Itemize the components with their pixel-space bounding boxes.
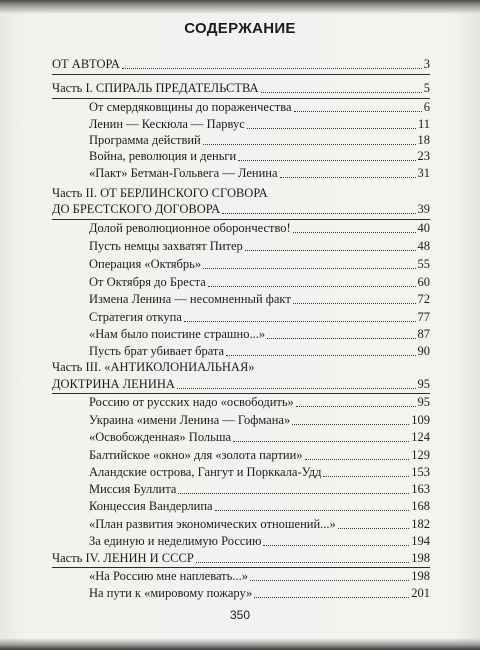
- dot-leader: [247, 128, 416, 129]
- toc-entry-chapter: [89, 499, 430, 514]
- toc-entry-chapter-label: Пусть немцы захватят Питер: [89, 239, 243, 253]
- toc-entry-chapter-page: 60: [417, 275, 430, 289]
- dot-leader: [267, 338, 415, 339]
- toc-entry-chapter-page: 168: [411, 499, 430, 513]
- toc-entry-part-page: 5: [423, 81, 430, 95]
- dot-leader: [293, 303, 416, 304]
- dot-leader: [177, 388, 416, 389]
- toc-entry-chapter-page: 23: [417, 149, 430, 163]
- toc-entry-chapter-label: От смердяковщины до пораженчества: [89, 100, 292, 114]
- toc-entry-chapter-label: Стратегия откупа: [89, 310, 182, 324]
- toc-entry-chapter: [89, 534, 430, 549]
- toc-entry-chapter: [89, 149, 430, 164]
- toc-entry-chapter-page: 198: [411, 569, 430, 583]
- dot-leader: [254, 597, 409, 598]
- toc-entry-chapter: [89, 586, 430, 601]
- page-title: СОДЕРЖАНИЕ: [184, 20, 296, 37]
- toc-entry-part-label: Часть IV. ЛЕНИН И СССР: [52, 551, 194, 565]
- dot-leader: [296, 406, 416, 407]
- toc-entry-chapter-label: «На Россию мне наплевать...»: [89, 569, 248, 583]
- dot-leader: [215, 510, 410, 511]
- dot-leader: [280, 177, 416, 178]
- toc-entry-chapter: [89, 344, 430, 359]
- toc-entry-author-label: ОТ АВТОРА: [52, 57, 120, 71]
- dot-leader: [323, 476, 409, 477]
- toc-entry-chapter: [89, 327, 430, 342]
- toc-entry-chapter-label: От Октября до Бреста: [89, 275, 206, 289]
- toc-entry-chapter-page: 109: [411, 413, 430, 427]
- toc-entry-chapter: [89, 430, 430, 445]
- toc-entry-chapter-page: 48: [417, 239, 430, 253]
- dot-leader: [184, 321, 416, 322]
- toc-entry-chapter: [89, 257, 430, 272]
- toc-entry-author-page: 3: [423, 57, 430, 71]
- dot-leader: [196, 562, 409, 563]
- toc-entry-chapter-page: 11: [417, 117, 430, 131]
- toc-entry-chapter: [89, 221, 430, 236]
- toc-entry-chapter-label: Концессия Вандерлипа: [89, 499, 213, 513]
- part-underline: [52, 393, 430, 394]
- toc-entry-chapter-page: 201: [411, 586, 430, 600]
- dot-leader: [122, 68, 422, 69]
- toc-entry-chapter-page: 124: [411, 430, 430, 444]
- toc-entry-chapter: [89, 395, 430, 410]
- toc-entry-chapter-page: 90: [417, 344, 430, 358]
- toc-entry-chapter-page: 163: [411, 482, 430, 496]
- toc-entry-part-page: 198: [411, 551, 430, 565]
- toc-entry-part-label: Часть I. СПИРАЛЬ ПРЕДАТЕЛЬСТВА: [52, 81, 259, 95]
- toc-entry-chapter: [89, 100, 430, 115]
- dot-leader: [305, 459, 410, 460]
- toc-entry-chapter-page: 31: [417, 166, 430, 180]
- toc-entry-chapter-label: «Нам было поистине страшно...»: [89, 327, 266, 341]
- part-heading: Часть III. «АНТИКОЛОНИАЛЬНАЯ»: [52, 360, 255, 374]
- toc-entry-chapter: [89, 292, 430, 307]
- entry-underline: [52, 74, 430, 75]
- dot-leader: [178, 493, 409, 494]
- toc-entry-chapter-label: «Освобожденная» Польша: [89, 430, 232, 444]
- dot-leader: [203, 144, 416, 145]
- toc-entry-chapter-page: 129: [411, 448, 430, 462]
- toc-entry-part: [52, 81, 430, 96]
- toc-entry-part: [52, 551, 430, 566]
- toc-entry-chapter-page: 194: [411, 534, 430, 548]
- toc-entry-chapter-page: 87: [417, 327, 430, 341]
- toc-entry-chapter-page: 18: [417, 133, 430, 147]
- toc-entry-chapter-label: Война, революция и деньги: [89, 149, 237, 163]
- toc-entry-chapter: [89, 517, 430, 532]
- toc-entry-chapter: [89, 166, 430, 181]
- toc-entry-chapter: [89, 275, 430, 290]
- toc-entry-chapter-label: Ленин — Кескюла — Парвус: [89, 117, 245, 131]
- toc-entry-chapter-label: Долой революционное оборончество!: [89, 221, 291, 235]
- toc-entry-chapter-page: 182: [411, 517, 430, 531]
- toc-entry-part: [52, 202, 430, 217]
- part-heading: Часть II. ОТ БЕРЛИНСКОГО СГОВОРА: [52, 186, 268, 200]
- dot-leader: [238, 160, 415, 161]
- dot-leader: [233, 441, 409, 442]
- toc-entry-chapter-label: Измена Ленина — несомненный факт: [89, 292, 291, 306]
- toc-entry-chapter: [89, 133, 430, 148]
- toc-entry-chapter-label: На пути к «мировому пожару»: [89, 586, 253, 600]
- toc-entry-chapter-label: Миссия Буллита: [89, 482, 177, 496]
- toc-entry-chapter-label: Россию от русских надо «освободить»: [89, 395, 294, 409]
- toc-entry-chapter-page: 6: [423, 100, 430, 114]
- toc-entry-chapter-page: 55: [417, 257, 430, 271]
- toc-entry-chapter-label: Операция «Октябрь»: [89, 257, 202, 271]
- page-shadow-bottom: [0, 638, 480, 650]
- toc-entry-part-page: 95: [417, 377, 430, 391]
- toc-entry-part-page: 39: [417, 202, 430, 216]
- toc-entry-part-label: ДОКТРИНА ЛЕНИНА: [52, 377, 175, 391]
- dot-leader: [338, 528, 409, 529]
- page-number: 350: [229, 608, 251, 622]
- toc-entry-chapter-page: 40: [417, 221, 430, 235]
- toc-entry-chapter-page: 77: [417, 310, 430, 324]
- toc-entry-chapter-label: «План развития экономических отношений...»: [89, 517, 336, 531]
- toc-entry-author: [52, 57, 430, 72]
- part-underline: [52, 219, 430, 220]
- toc-entry-chapter-label: Украина «имени Ленина — Гофмана»: [89, 413, 291, 427]
- toc-entry-chapter-label: Программа действий: [89, 133, 201, 147]
- toc-entry-chapter-page: 72: [417, 292, 430, 306]
- dot-leader: [245, 250, 416, 251]
- toc-entry-chapter-label: Пусть брат убивает брата: [89, 344, 225, 358]
- toc-entry-chapter: [89, 482, 430, 497]
- toc-entry-chapter-label: Аландские острова, Гангут и Порккала-Удд: [89, 465, 322, 479]
- dot-leader: [294, 111, 422, 112]
- dot-leader: [226, 355, 415, 356]
- part-underline: [52, 567, 430, 568]
- toc-entry-chapter: [89, 448, 430, 463]
- toc-entry-chapter: [89, 117, 430, 132]
- toc-entry-chapter-page: 95: [417, 395, 430, 409]
- toc-entry-chapter: [89, 569, 430, 584]
- toc-entry-part-label: ДО БРЕСТСКОГО ДОГОВОРА: [52, 202, 221, 216]
- toc-entry-part: [52, 377, 430, 392]
- part-underline: [52, 98, 430, 99]
- toc-entry-chapter-page: 153: [411, 465, 430, 479]
- dot-leader: [203, 268, 415, 269]
- dot-leader: [261, 92, 422, 93]
- dot-leader: [263, 545, 409, 546]
- toc-entry-chapter: [89, 413, 430, 428]
- toc-entry-chapter: [89, 239, 430, 254]
- dot-leader: [293, 232, 416, 233]
- dot-leader: [222, 213, 415, 214]
- toc-entry-chapter-label: За единую и неделимую Россию: [89, 534, 262, 548]
- dot-leader: [292, 424, 409, 425]
- dot-leader: [208, 286, 416, 287]
- dot-leader: [250, 580, 409, 581]
- toc-entry-chapter-label: «Пакт» Бетман-Гольвега — Ленина: [89, 166, 278, 180]
- toc-entry-chapter: [89, 310, 430, 325]
- toc-entry-chapter-label: Балтийское «окно» для «золота партии»: [89, 448, 303, 462]
- toc-entry-chapter: [89, 465, 430, 480]
